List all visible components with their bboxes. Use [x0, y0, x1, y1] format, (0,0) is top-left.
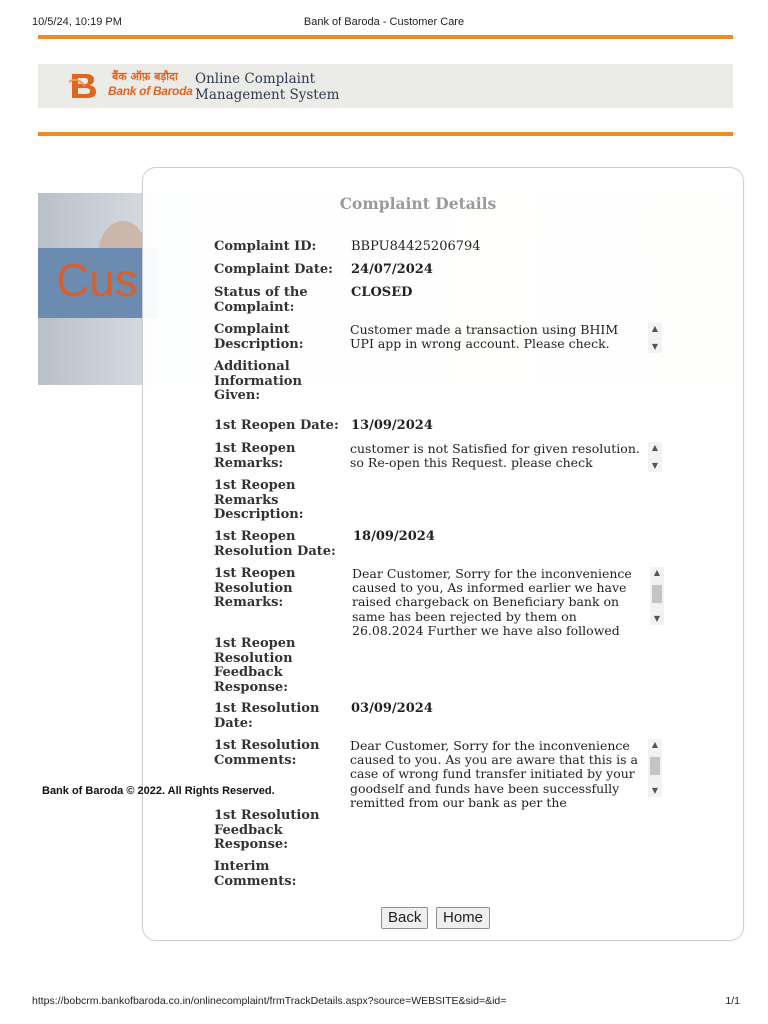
reopen-remarks-scrollbar[interactable]	[648, 442, 662, 472]
reopen-date-label: 1st Reopen Date:	[214, 418, 339, 433]
scroll-down-arrow-icon[interactable]: ▼	[653, 614, 661, 623]
reopen-resolution-date-value: 18/09/2024	[353, 529, 435, 544]
scrollbar-thumb[interactable]	[650, 757, 660, 775]
reopen-resolution-remarks-text: Dear Customer, Sorry for the inconvenience caused to you, As informed earlier we have raised chargeback on Beneficiary bank on same has been rejected by them on 26.08.2024 Further we have also followed	[352, 566, 632, 638]
bank-of-baroda-logo-icon	[68, 68, 102, 102]
reopen-resolution-remarks-label: 1st Reopen Resolution Remarks:	[214, 566, 296, 610]
description-text: Customer made a transaction using BHIM UPI app in wrong account. Please check.	[350, 322, 619, 352]
status-value: CLOSED	[351, 285, 413, 300]
scroll-down-arrow-icon[interactable]: ▼	[651, 786, 659, 795]
complaint-id-value: BBPU84425206794	[351, 239, 481, 254]
complaint-id-label: Complaint ID:	[214, 239, 317, 254]
top-orange-rule	[38, 35, 733, 39]
interim-comments-label: Interim Comments:	[214, 859, 297, 889]
logo-english-text: Bank of Baroda	[108, 84, 193, 98]
resolution-date-value: 03/09/2024	[351, 701, 433, 716]
home-button[interactable]: Home	[436, 907, 490, 929]
scroll-up-arrow-icon[interactable]: ▲	[651, 324, 659, 333]
print-footer	[32, 995, 740, 1009]
reopen-remarks-description-label: 1st Reopen Remarks Description:	[214, 478, 304, 522]
print-page-title: Bank of Baroda - Customer Care	[303, 16, 465, 28]
description-textarea[interactable]	[350, 323, 662, 353]
logo-hindi-text: बैंक ऑफ़ बड़ौदा	[112, 70, 178, 83]
scroll-up-arrow-icon[interactable]: ▲	[651, 443, 659, 452]
resolution-date-label: 1st Resolution Date:	[214, 701, 320, 731]
reopen-resolution-date-label: 1st Reopen Resolution Date:	[214, 529, 336, 559]
bottom-orange-rule	[38, 132, 733, 136]
site-banner	[38, 64, 733, 108]
scroll-up-arrow-icon[interactable]: ▲	[653, 568, 661, 577]
complaint-date-value: 24/07/2024	[351, 262, 433, 277]
scroll-down-arrow-icon[interactable]: ▼	[651, 461, 659, 470]
resolution-comments-textarea[interactable]	[350, 738, 662, 810]
background-partial-text: Cus	[56, 254, 138, 306]
status-label: Status of the Complaint:	[214, 285, 308, 315]
resolution-comments-label: 1st Resolution Comments:	[214, 738, 320, 768]
copyright-footer: Bank of Baroda © 2022. All Rights Reserved.	[42, 785, 275, 797]
complaint-details-card	[142, 167, 744, 941]
scrollbar-thumb[interactable]	[652, 585, 662, 603]
reopen-remarks-label: 1st Reopen Remarks:	[214, 441, 296, 471]
complaint-date-label: Complaint Date:	[214, 262, 333, 277]
scroll-up-arrow-icon[interactable]: ▲	[651, 740, 659, 749]
scroll-down-arrow-icon[interactable]: ▼	[651, 342, 659, 351]
reopen-resolution-remarks-textarea[interactable]	[352, 566, 664, 638]
resolution-feedback-label: 1st Resolution Feedback Response:	[214, 808, 320, 852]
reopen-feedback-label: 1st Reopen Resolution Feedback Response:	[214, 636, 296, 695]
page-title: Complaint Details	[339, 194, 497, 213]
reopen-remarks-text: customer is not Satisfied for given resolution. so Re-open this Request. please check	[350, 441, 640, 471]
system-title-line2: Management System	[195, 87, 340, 103]
print-timestamp: 10/5/24, 10:19 PM	[32, 16, 122, 28]
print-page-number: 1/1	[725, 995, 740, 1007]
resolution-comments-scrollbar[interactable]	[648, 739, 662, 797]
reopen-resolution-remarks-scrollbar[interactable]	[650, 567, 664, 625]
bank-logo[interactable]	[68, 68, 193, 102]
system-title	[195, 71, 339, 103]
description-label: Complaint Description:	[214, 322, 304, 352]
description-scrollbar[interactable]	[648, 323, 662, 353]
print-url: https://bobcrm.bankofbaroda.co.in/onlinecomplaint/frmTrackDetails.aspx?source=WEBSITE&sid=&id=	[32, 995, 507, 1007]
back-button[interactable]: Back	[381, 907, 428, 929]
resolution-comments-text: Dear Customer, Sorry for the inconvenience caused to you. As you are aware that this is a case of wrong fund transfer initiated by your goodself and funds have been successfully remitted from our bank as per the	[350, 738, 638, 810]
reopen-date-value: 13/09/2024	[351, 418, 433, 433]
reopen-remarks-textarea[interactable]	[350, 442, 662, 472]
system-title-line1: Online Complaint	[195, 71, 316, 87]
additional-info-label: Additional Information Given:	[214, 359, 302, 403]
print-header	[32, 16, 736, 30]
